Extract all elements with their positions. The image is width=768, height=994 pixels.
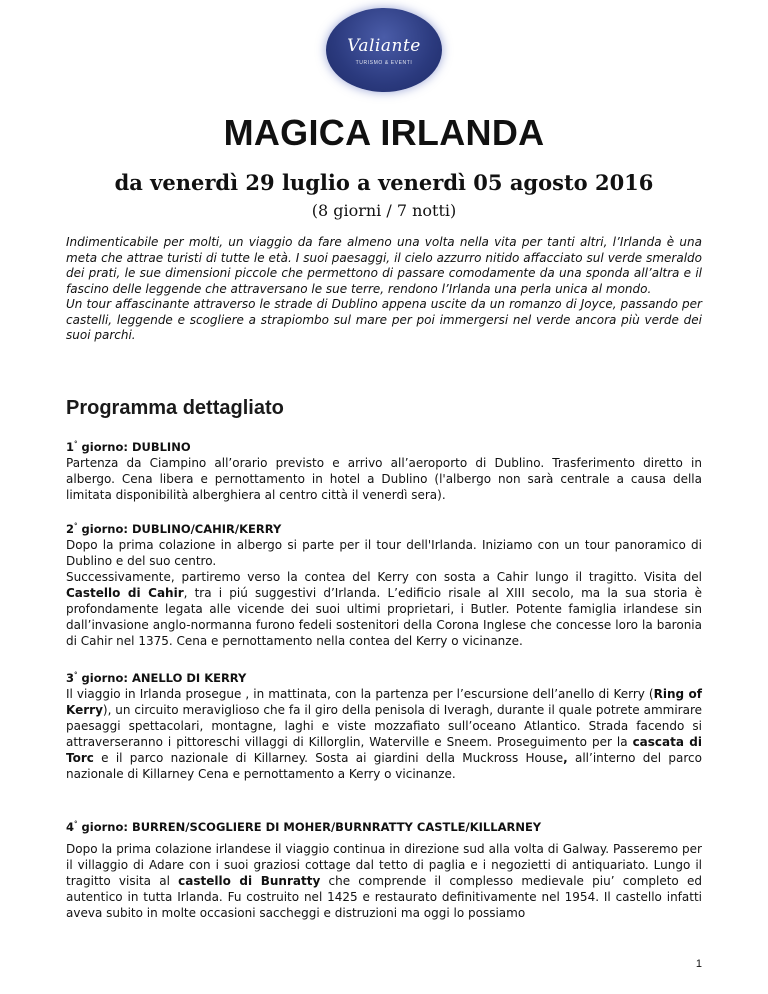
day-3-text: Il viaggio in Irlanda prosegue , in mattinata, con la partenza per l’escursione dell’anello di Kerry (Ring of Kerry), un circuito meraviglioso che fa il giro della penisola di Iveragh, durante il quale potrete ammirare paesaggi spettacolari, montagne, laghi e viste mozzafiato sull’oceano Atlantico. Strada facendo si attraverseranno i pittoreschi villaggi di Killorglin, Waterville e Sneem. Proseguimento per la cascata di Torc e il parco nazionale di Killarney. Sosta ai giardini della Muckross House, all’interno del parco nazionale di Killarney Cena e pernottamento a Kerry o vicinanze. bbox=[66, 686, 703, 781]
day-2 bbox=[66, 518, 702, 649]
intro-paragraph-1: Indimenticabile per molti, un viaggio da fare almeno una volta nella vita per tanti altri, l’Irlanda è una meta che attrae turisti di tutte le età. I suoi paesaggi, il cielo azzurro nitido affacciato sul verde smeraldo dei prati, le sue dimensioni piccole che permettono di passare comodamente da una sponda all’altra e il fascino delle leggende che attraversano le sue terre, rendono l’Irlanda una perla unica al mondo. bbox=[66, 235, 702, 296]
date-range: da venerdì 29 luglio a venerdì 05 agosto 2016 bbox=[114, 170, 654, 195]
day-4-text: Dopo la prima colazione irlandese il viaggio continua in direzione sud alla volta di Galway. Passeremo per il villaggio di Adare con i suoi graziosi cottage dal tetto di paglia e i negozietti di antiquariato. Lungo il tragitto visita al castello di Bunratty che comprende il complesso medievale piu’ completo ed autentico in tutta Irlanda. Fu costruito nel 1425 e restaurato definitivamente nel 1954. Il castello infatti aveva subito in molte occasioni saccheggi e distruzioni ma oggi lo possiamo bbox=[66, 841, 702, 920]
logo-tagline: TURISMO & EVENTI bbox=[355, 60, 413, 66]
day-1-title: 1° giorno: DUBLINO bbox=[66, 439, 191, 454]
day-3-title: 3° giorno: ANELLO DI KERRY bbox=[66, 670, 247, 685]
page-number: 1 bbox=[695, 958, 702, 970]
day-2-text-2: Successivamente, partiremo verso la contea del Kerry con sosta a Cahir lungo il tragitto. Visita del Castello di Cahir, tra i piú suggestivi d’Irlanda. L’edificio risale al XIII secolo, ma la sua storia è profondamente legata alle vicende dei suoi ultimi proprietari, i Butler. Potente famiglia irlandese sin dall’invasione anglo-normanna furono fedeli sostenitori della Corona Inglese che concesse loro la baronia di Cahir nel 1375. Cena e pernottamento nella contea del Kerry o vicinanze. bbox=[66, 569, 702, 648]
duration: (8 giorni / 7 notti) bbox=[311, 201, 457, 220]
logo-brand: Valiante bbox=[347, 36, 421, 56]
day-1 bbox=[66, 436, 702, 503]
intro-paragraph-2: Un tour affascinante attraverso le strade di Dublino appena uscite da un romanzo di Joyce, passando per castelli, leggende e scogliere a strapiombo sul mare per poi immergersi nel verde ancora più verde dei suoi parchi. bbox=[66, 297, 702, 342]
day-4 bbox=[66, 816, 702, 921]
day-2-title: 2° giorno: DUBLINO/CAHIR/KERRY bbox=[66, 521, 282, 536]
day-1-text: Partenza da Ciampino all’orario previsto e arrivo all’aeroporto di Dublino. Trasferimento diretto in albergo. Cena libera e pernottamento in hotel a Dublino (l'albergo non sarà centrale a causa della limitata disponibilità alberghiera al centro città il venerdì sera). bbox=[66, 455, 702, 502]
program-heading: Programma dettagliato bbox=[66, 397, 284, 419]
day-2-text-1: Dopo la prima colazione in albergo si parte per il tour dell'Irlanda. Iniziamo con un tour panoramico di Dublino e del suo centro. bbox=[66, 537, 702, 568]
logo bbox=[326, 8, 442, 92]
page-title: MAGICA IRLANDA bbox=[223, 112, 545, 153]
day-3 bbox=[66, 667, 702, 782]
day-4-title: 4° giorno: BURREN/SCOGLIERE DI MOHER/BURNRATTY CASTLE/KILLARNEY bbox=[66, 819, 542, 834]
intro bbox=[66, 235, 702, 344]
